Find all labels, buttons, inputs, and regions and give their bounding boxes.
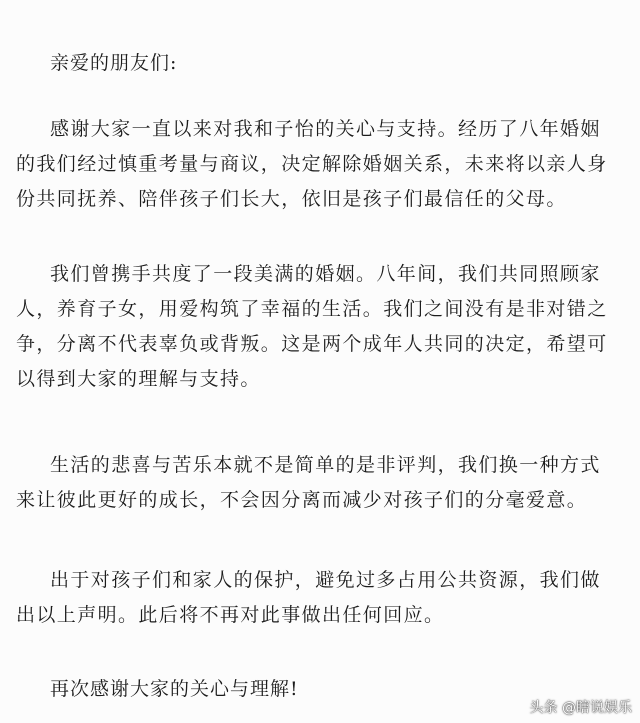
paragraph-line: 份共同抚养、陪伴孩子们长大，依旧是孩子们最信任的父母。 <box>16 188 567 210</box>
paragraph-line: 我们曾携手共度了一段美满的婚姻。八年间，我们共同照顾家 <box>50 263 601 285</box>
paragraph-line: 争，分离不代表辜负或背叛。这是两个成年人共同的决定，希望可 <box>16 333 608 355</box>
paragraph-line: 生活的悲喜与苦乐本就不是简单的是非评判，我们换一种方式 <box>50 454 601 476</box>
letter-paragraph-1 <box>16 112 626 217</box>
paragraph-line: 以得到大家的理解与支持。 <box>16 368 261 390</box>
paragraph-line: 人，养育子女，用爱构筑了幸福的生活。我们之间没有是非对错之 <box>16 298 608 320</box>
paragraph-line: 的我们经过慎重考量与商议，决定解除婚姻关系，未来将以亲人身 <box>16 153 608 175</box>
letter-paragraph-2 <box>16 257 626 397</box>
letter-paragraph-3 <box>16 448 626 518</box>
paragraph-line: 出于对孩子们和家人的保护，避免过多占用公共资源，我们做 <box>50 569 601 591</box>
paragraph-line: 来让彼此更好的成长，不会因分离而减少对孩子们的分毫爱意。 <box>16 489 588 511</box>
paragraph-line: 出以上声明。此后将不再对此事做出任何回应。 <box>16 604 445 626</box>
paragraph-line: 感谢大家一直以来对我和子怡的关心与支持。经历了八年婚姻 <box>50 118 601 140</box>
watermark-text: 头条 @瞎说娱乐 <box>529 700 632 716</box>
letter-greeting: 亲爱的朋友们: <box>50 52 178 74</box>
letter-closing: 再次感谢大家的关心与理解! <box>50 678 299 700</box>
letter-paragraph-4 <box>16 563 626 633</box>
